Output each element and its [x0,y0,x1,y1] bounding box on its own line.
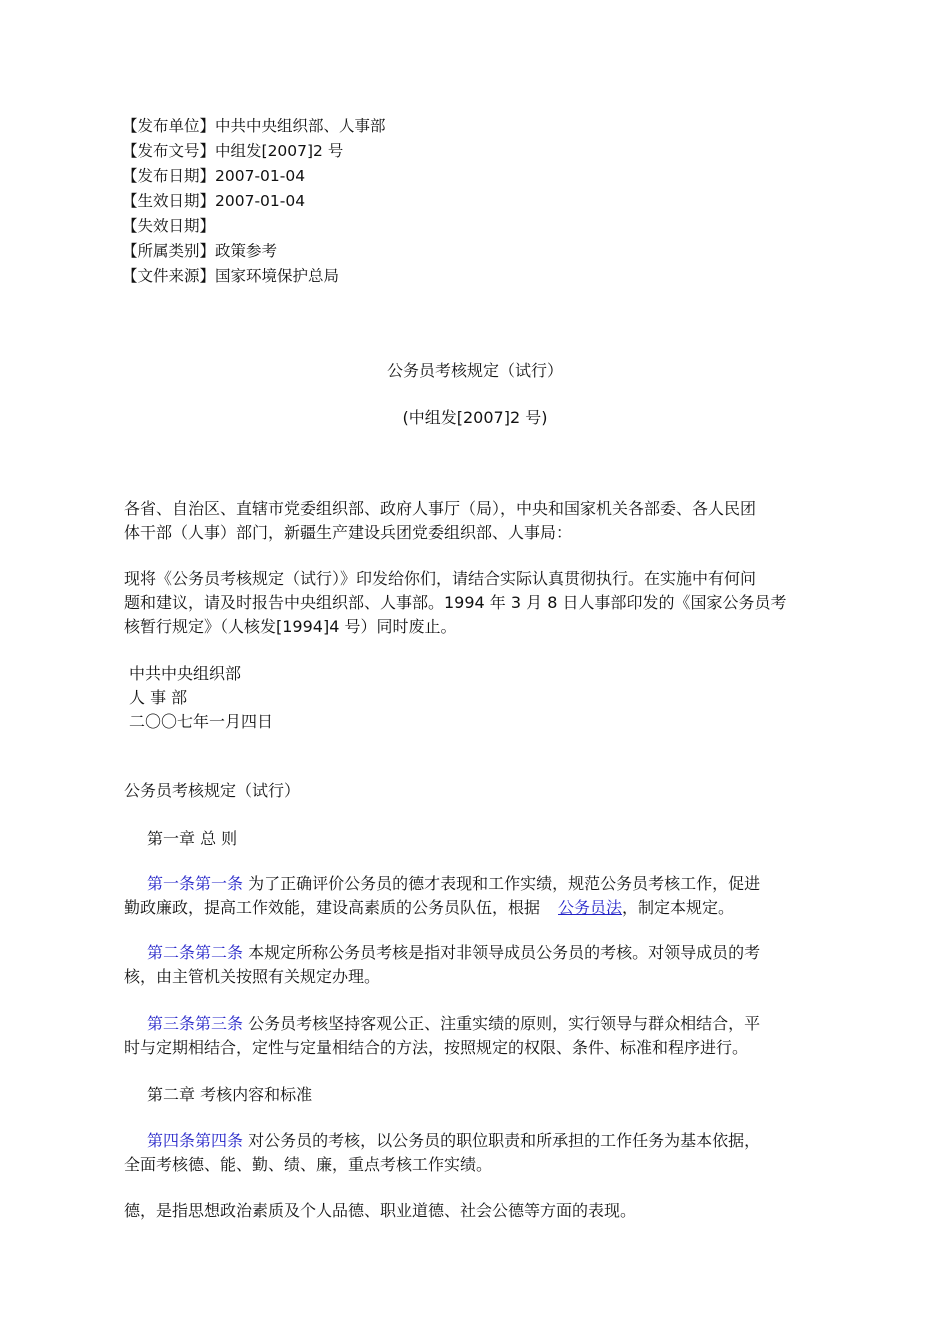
meta-category: 【所属类别】政策参考 [122,242,278,260]
meta-effective-date: 【生效日期】2007-01-04 [122,192,306,210]
article-4: 第四条第四条 对公务员的考核，以公务员的职位职责和所承担的工作任务为基本依据， 全面考核德、能、勤、绩、廉，重点考核工作实绩。 [124,1131,761,1174]
chapter-2-heading: 第二章 考核内容和标准 [147,1085,313,1104]
article-2-label: 第二条第二条 [147,943,244,962]
meta-issue-date: 【发布日期】2007-01-04 [122,167,306,185]
document-number: (中组发[2007]2 号) [402,408,548,427]
meta-doc-number: 【发布文号】中组发[2007]2 号 [122,142,344,160]
article-3: 第三条第三条 公务员考核坚持客观公正、注重实绩的原则，实行领导与群众相结合，平 时与定期相结合，定性与定量相结合的方法，按照规定的权限、条件、标准和程序进行。 [124,1014,761,1057]
meta-expiry-date: 【失效日期】 [122,217,216,235]
metadata-block [122,114,386,289]
document-title: 公务员考核规定（试行） [386,361,563,380]
article-2: 第二条第二条 本规定所称公务员考核是指对非领导成员公务员的考核。对领导成员的考 核，由主管机关按照有关规定办理。 [124,943,761,986]
signature-org1: 中共中央组织部 [129,664,242,683]
chapter-1-heading: 第一章 总 则 [147,829,238,848]
signature-org2: 人 事 部 [129,688,188,707]
meta-source: 【文件来源】国家环境保护总局 [122,267,340,285]
addressee-paragraph: 各省、自治区、直辖市党委组织部、政府人事厅（局），中央和国家机关各部委、各人民团 体干部（人事）部门，新疆生产建设兵团党委组织部、人事局： [124,499,757,542]
signature-block [129,662,273,734]
meta-issuer: 【发布单位】中共中央组织部、人事部 [122,117,386,135]
article-4-label: 第四条第四条 [147,1131,244,1150]
signature-date: 二〇〇七年一月四日 [129,712,274,731]
article-3-label: 第三条第三条 [147,1014,244,1033]
notice-paragraph: 现将《公务员考核规定（试行）》印发给你们，请结合实际认真贯彻执行。在实施中有何问 题和建议，请及时报告中央组织部、人事部。1994 年 3 月 8 日人事部印发的《国家公务员考 核暂行规定》（人核发[1994]4 号）同时废止。 [124,569,787,636]
article-1: 第一条第一条 为了正确评价公务员的德才表现和工作实绩，规范公务员考核工作，促进 勤政廉政，提高工作效能，建设高素质的公务员队伍，根据 公务员法，制定本规定。 [124,874,761,917]
article-1-label: 第一条第一条 [147,874,244,893]
virtue-definition: 德，是指思想政治素质及个人品德、职业道德、社会公德等方面的表现。 [124,1201,637,1220]
civil-servant-law-link[interactable]: 公务员法 [558,898,623,917]
regulation-title: 公务员考核规定（试行） [124,781,301,800]
